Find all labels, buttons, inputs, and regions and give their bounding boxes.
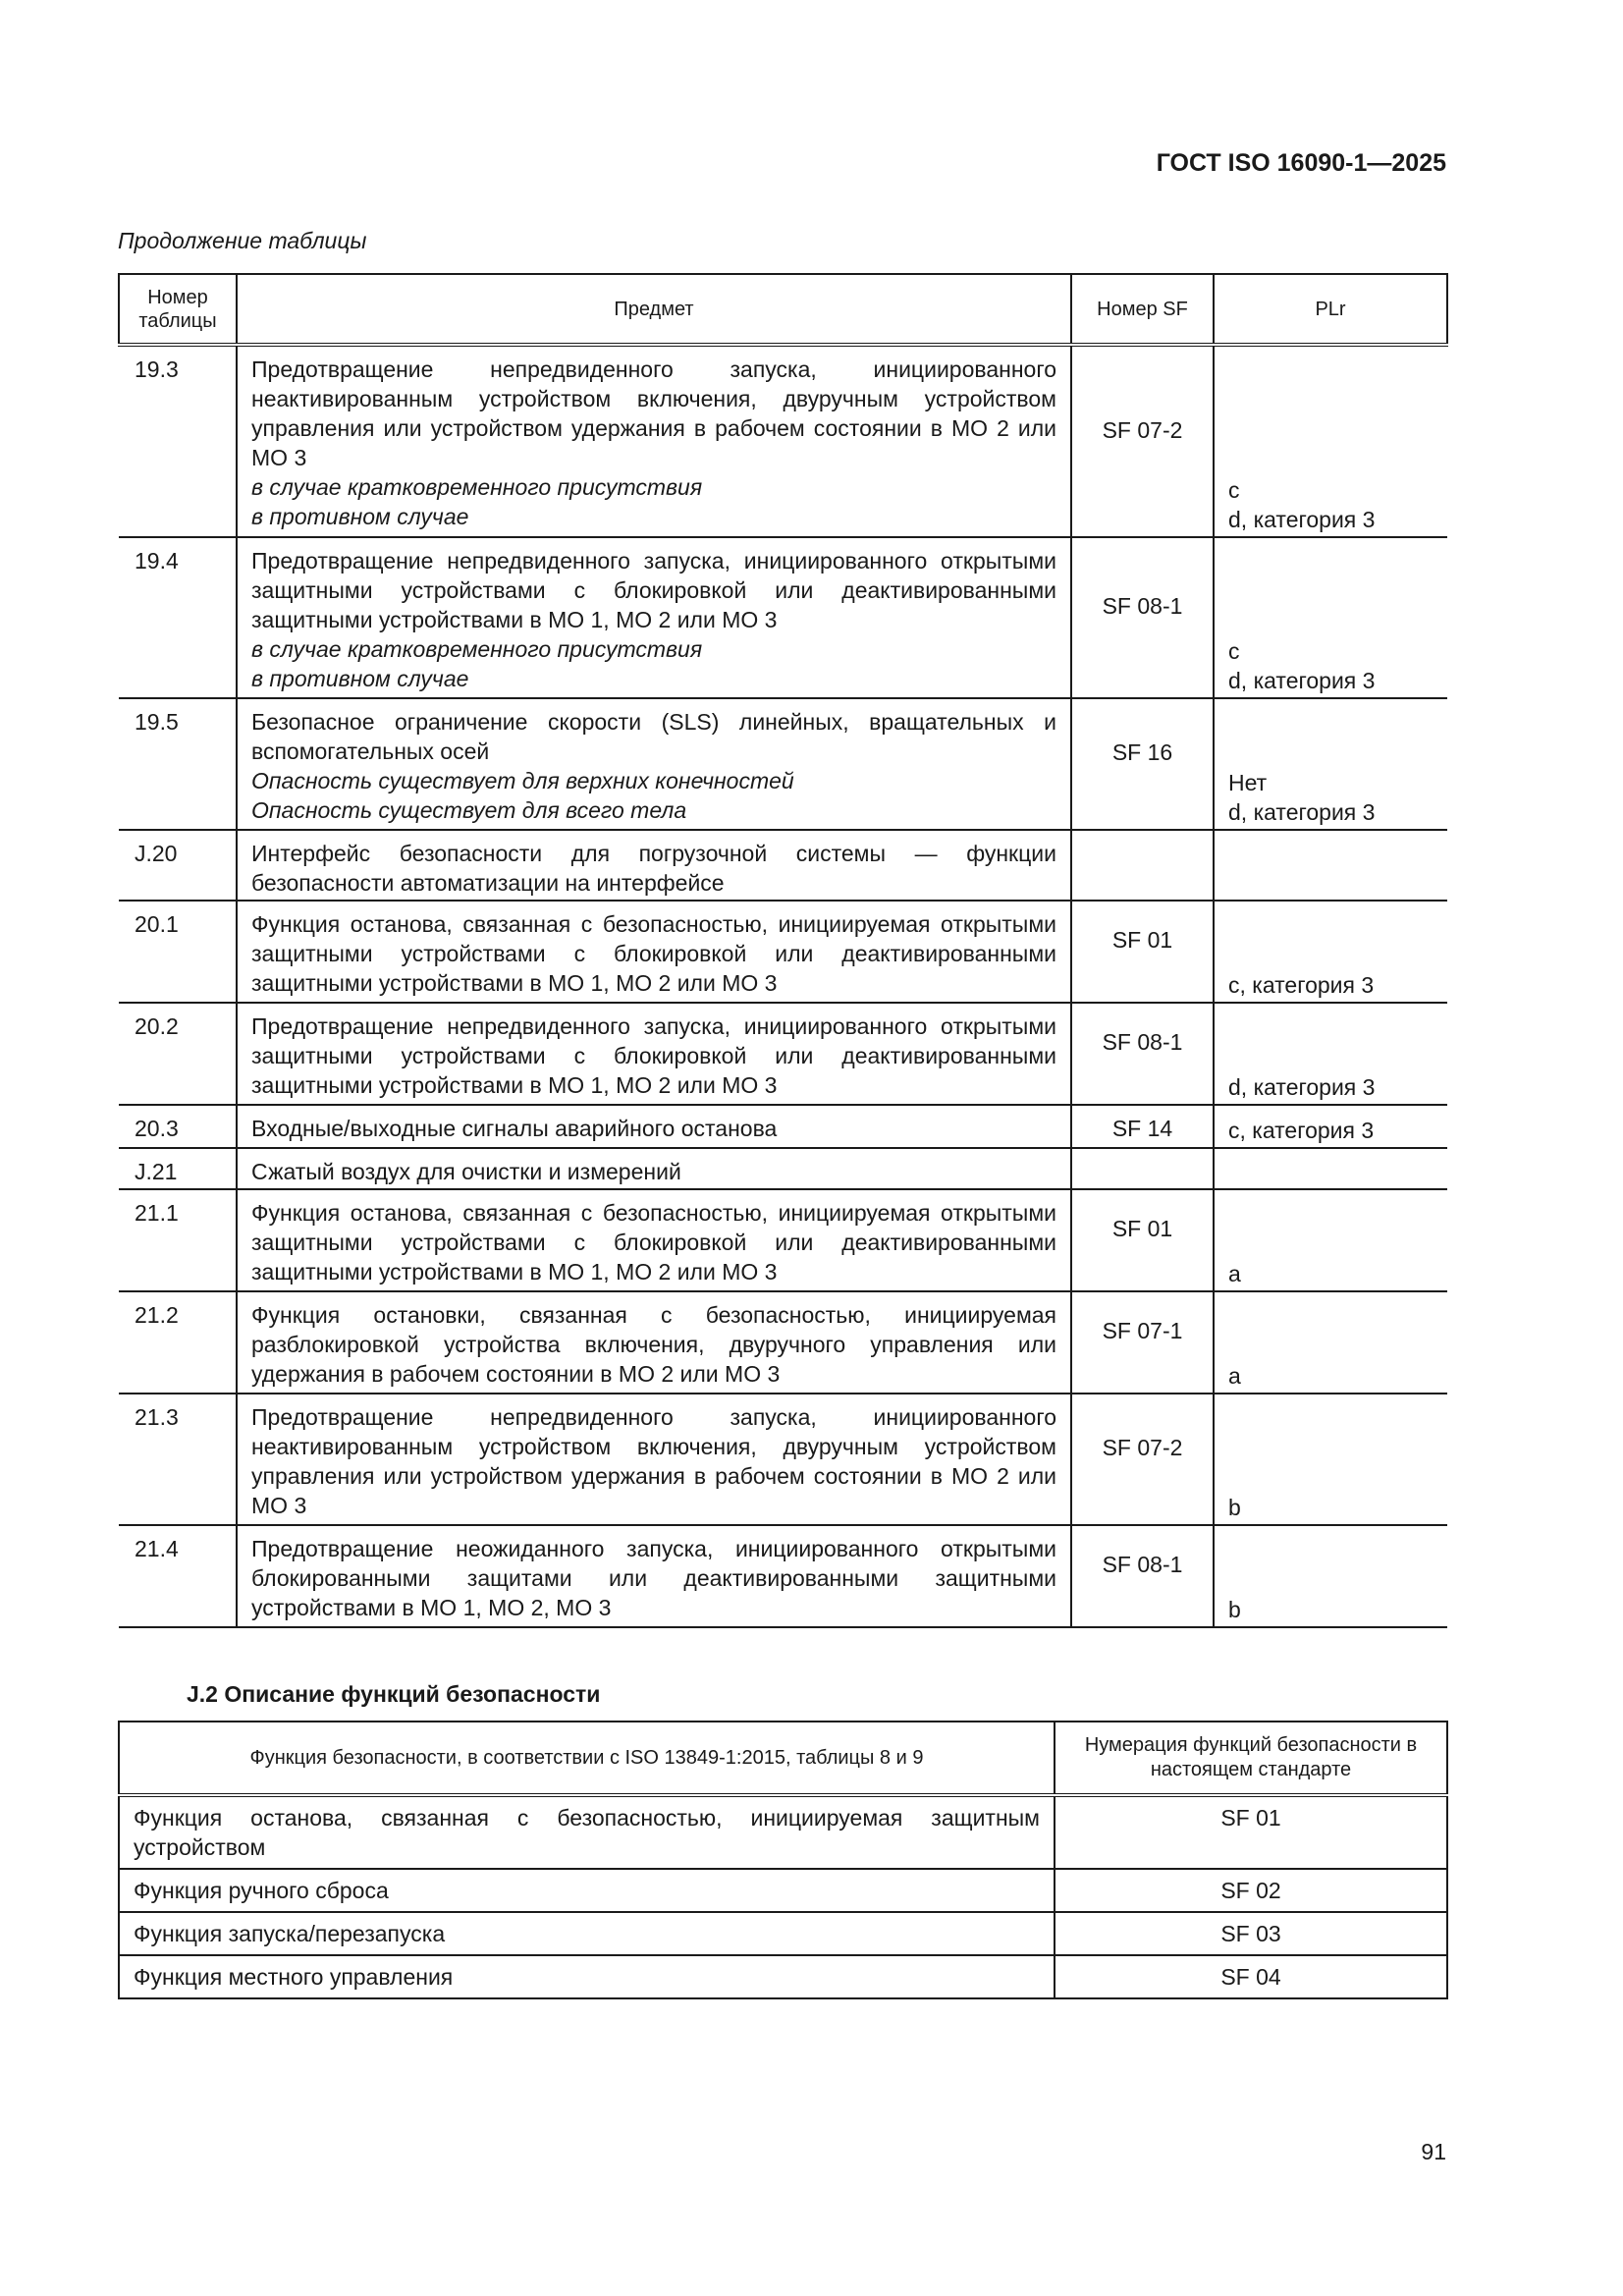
sf-number-text: SF 07-2: [1102, 417, 1183, 443]
functions-table-body: [119, 345, 1447, 1627]
row-table-number: 21.2: [119, 1291, 237, 1394]
row-sf-number: [1071, 1525, 1214, 1627]
sf-number-text: SF 14: [1111, 1116, 1173, 1141]
header-subject: Предмет: [237, 274, 1071, 345]
row-subject: [237, 537, 1071, 698]
sf-number-text: SF 08-1: [1102, 1029, 1183, 1055]
sf-number-text: SF 08-1: [1102, 1552, 1183, 1577]
subject-text: Интерфейс безопасности для погрузочной системы — функции безопасности автоматизации на интерфейсе: [251, 841, 1056, 896]
subject-text: Функция останова, связанная с безопасностью, инициируемая открытыми защитными устройствами с блокировкой или деактивированными защитными устройствами в МО 1, МО 2 или МО 3: [251, 1200, 1056, 1285]
row-table-number: 20.2: [119, 1003, 237, 1105]
subject-text: Функция останова, связанная с безопасностью, инициируемая открытыми защитными устройствами с блокировкой или деактивированными защитными устройствами в МО 1, МО 2 или МО 3: [251, 911, 1056, 996]
row-plr: [1214, 1148, 1447, 1189]
sf-number-text: SF 01: [1111, 927, 1173, 953]
row-sf-number: [1071, 1003, 1214, 1105]
plr-value: Нет: [1228, 770, 1268, 795]
subject-text: Предотвращение непредвиденного запуска, инициированного неактивированным устройством включения, двуручным устройством управления или устройством удержания в рабочем состоянии в МО 2 или МО 3: [251, 356, 1056, 470]
row-plr: [1214, 1189, 1447, 1291]
row-sf-number: [1071, 345, 1214, 537]
table-row: [119, 1003, 1447, 1105]
row-subject: [237, 698, 1071, 830]
subject-text: Предотвращение непредвиденного запуска, инициированного открытыми защитными устройствами с блокировкой или деактивированными защитными устройствами в МО 1, МО 2 или МО 3: [251, 548, 1056, 632]
table-row: [119, 830, 1447, 901]
table-row: [119, 1105, 1447, 1148]
row-sf-number: [1071, 1189, 1214, 1291]
row-subject: [237, 830, 1071, 901]
table-row: [119, 1291, 1447, 1394]
table-header-row: [119, 1722, 1447, 1795]
row-function-number: SF 02: [1055, 1869, 1447, 1912]
sf-number-text: SF 16: [1111, 739, 1173, 765]
table-header-row: [119, 274, 1447, 345]
row-table-number: 20.1: [119, 901, 237, 1003]
functions-table: [118, 273, 1448, 1628]
row-plr: [1214, 698, 1447, 830]
row-table-number: 19.4: [119, 537, 237, 698]
sf-number-text: SF 01: [1111, 1216, 1173, 1241]
table-row: [119, 345, 1447, 537]
subject-condition: в случае кратковременного присутствия: [251, 474, 703, 500]
row-sf-number: [1071, 1394, 1214, 1525]
table-row: [119, 698, 1447, 830]
plr-value: d, категория 3: [1228, 799, 1376, 825]
safety-functions-table: [118, 1721, 1448, 1999]
table-row: [119, 1525, 1447, 1627]
row-sf-number: [1071, 1291, 1214, 1394]
table-row: [119, 537, 1447, 698]
sf-number-text: SF 08-1: [1102, 593, 1183, 619]
row-table-number: 21.1: [119, 1189, 237, 1291]
safety-functions-table-body: [119, 1795, 1447, 1998]
header-sf-number: Номер SF: [1071, 274, 1214, 345]
row-plr: [1214, 537, 1447, 698]
table-row: [119, 1189, 1447, 1291]
row-sf-number: [1071, 1105, 1214, 1148]
row-function-number: SF 03: [1055, 1912, 1447, 1955]
document-code: ГОСТ ISO 16090-1—2025: [1156, 149, 1446, 177]
table-row: [119, 901, 1447, 1003]
row-sf-number: [1071, 830, 1214, 901]
row-plr: [1214, 830, 1447, 901]
row-plr: [1214, 345, 1447, 537]
row-safety-function: Функция ручного сброса: [119, 1869, 1055, 1912]
row-table-number: 19.3: [119, 345, 237, 537]
section-heading: J.2 Описание функций безопасности: [187, 1681, 601, 1707]
row-safety-function: Функция местного управления: [119, 1955, 1055, 1998]
plr-value: d, категория 3: [1228, 507, 1376, 532]
row-subject: [237, 1291, 1071, 1394]
row-subject: [237, 1148, 1071, 1189]
sf-number-text: SF 07-1: [1102, 1318, 1183, 1343]
row-sf-number: [1071, 1148, 1214, 1189]
subject-condition: в противном случае: [251, 504, 469, 529]
subject-condition: в случае кратковременного присутствия: [251, 636, 703, 662]
plr-value: c: [1228, 638, 1240, 664]
row-subject: [237, 1525, 1071, 1627]
subject-condition: Опасность существует для верхних конечностей: [251, 768, 794, 793]
row-subject: [237, 901, 1071, 1003]
header-plr: PLr: [1214, 274, 1447, 345]
row-function-number: SF 01: [1055, 1795, 1447, 1869]
row-plr: [1214, 901, 1447, 1003]
subject-condition: в противном случае: [251, 666, 469, 691]
plr-value: a: [1228, 1261, 1241, 1286]
row-table-number: 21.3: [119, 1394, 237, 1525]
sf-number-text: SF 07-2: [1102, 1435, 1183, 1460]
row-safety-function: Функция запуска/перезапуска: [119, 1912, 1055, 1955]
row-sf-number: [1071, 698, 1214, 830]
plr-value: d, категория 3: [1228, 1074, 1376, 1100]
row-subject: [237, 1394, 1071, 1525]
row-function-number: SF 04: [1055, 1955, 1447, 1998]
header-safety-function: Функция безопасности, в соответствии с ISO 13849-1:2015, таблицы 8 и 9: [119, 1722, 1055, 1795]
table-row: [119, 1148, 1447, 1189]
row-subject: [237, 1105, 1071, 1148]
plr-value: b: [1228, 1597, 1241, 1622]
table-row: [119, 1955, 1447, 1998]
row-table-number: 20.3: [119, 1105, 237, 1148]
row-table-number: J.20: [119, 830, 237, 901]
row-subject: [237, 345, 1071, 537]
subject-text: Безопасное ограничение скорости (SLS) линейных, вращательных и вспомогательных осей: [251, 709, 1056, 764]
plr-value: a: [1228, 1363, 1241, 1389]
subject-text: Предотвращение неожиданного запуска, инициированного открытыми блокированными защитами или деактивированными защитными устройствами в МО 1, МО 2, МО 3: [251, 1536, 1056, 1620]
subject-text: Предотвращение непредвиденного запуска, инициированного неактивированным устройством включения, двуручным устройством управления или устройством удержания в рабочем состоянии в МО 2 или МО 3: [251, 1404, 1056, 1518]
plr-value: d, категория 3: [1228, 668, 1376, 693]
header-table-number: Номер таблицы: [119, 274, 237, 345]
page-number: 91: [1421, 2139, 1446, 2164]
subject-text: Предотвращение непредвиденного запуска, инициированного открытыми защитными устройствами с блокировкой или деактивированными защитными устройствами в МО 1, МО 2 или МО 3: [251, 1013, 1056, 1098]
row-plr: [1214, 1394, 1447, 1525]
row-sf-number: [1071, 901, 1214, 1003]
table-row: [119, 1869, 1447, 1912]
plr-value: c: [1228, 477, 1240, 503]
row-table-number: 21.4: [119, 1525, 237, 1627]
row-subject: [237, 1189, 1071, 1291]
row-safety-function: Функция останова, связанная с безопасностью, инициируемая защитным устройством: [119, 1795, 1055, 1869]
table-row: [119, 1394, 1447, 1525]
row-plr: [1214, 1105, 1447, 1148]
subject-text: Входные/выходные сигналы аварийного останова: [251, 1116, 778, 1141]
plr-value: c, категория 3: [1228, 1118, 1375, 1143]
plr-value: c, категория 3: [1228, 972, 1375, 998]
row-plr: [1214, 1525, 1447, 1627]
table-row: [119, 1795, 1447, 1869]
subject-text: Сжатый воздух для очистки и измерений: [251, 1159, 681, 1184]
table-row: [119, 1912, 1447, 1955]
row-subject: [237, 1003, 1071, 1105]
row-table-number: J.21: [119, 1148, 237, 1189]
row-sf-number: [1071, 537, 1214, 698]
header-function-numbering: Нумерация функций безопасности в настоящем стандарте: [1055, 1722, 1447, 1795]
subject-condition: Опасность существует для всего тела: [251, 797, 687, 823]
row-plr: [1214, 1003, 1447, 1105]
row-plr: [1214, 1291, 1447, 1394]
row-table-number: 19.5: [119, 698, 237, 830]
table-continuation-label: Продолжение таблицы: [118, 228, 367, 253]
plr-value: b: [1228, 1495, 1241, 1520]
subject-text: Функция остановки, связанная с безопасностью, инициируемая разблокировкой устройства включения, двуручного управления или удержания в рабочем состоянии в МО 2 или МО 3: [251, 1302, 1056, 1387]
